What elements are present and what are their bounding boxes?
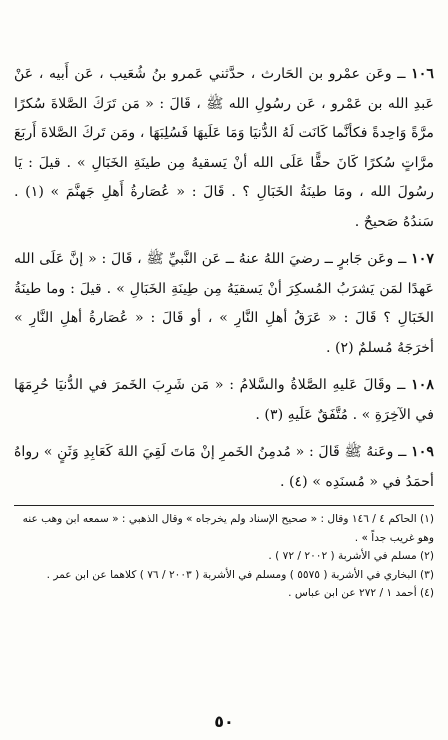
hadith-text: ــ وعَن عمْرو بن الحَارث ، حدَّثني عَمرو بنُ شُعَيب ، عَن أَبيه ، عَنْ عَبدِ الله بن عَمْرو ، عَن رسُولِ الله ﷺ ، قَالَ : « مَن تَرَكَ الصَّلاةَ سُكرًا مرَّةً وَاحِدةً فكأنَّما كَانَت لَهُ الدُّنيَا وَمَا عَلَيهَا فَسُلِبَهَا ، ومَن تَركَ الصَّلاةَ أَربَعَ مرَّاتٍ سُكرًا كَانَ حقًّا عَلَى الله أنْ يَسقيهُ مِن طينَةِ الخَبَالِ » . قيلَ : يَا رسُولَ الله ، ومَا طينَةُ الخَبَالِ ؟ . قَالَ : « عُصَارةُ أَهلِ جَهنَّمَ » (١) . سَندُهُ صَحيحٌ . (14, 66, 434, 230)
hadith-number: ١٠٩ (411, 444, 434, 460)
hadith-109 (14, 438, 434, 497)
hadith-text: ــ وعَنهُ ﷺ قَالَ : « مُدمِنُ الخَمرِ إنْ مَاتَ لَقِيَ اللهَ كَعَابِدِ وَثَنٍ » رواهُ أحمَدُ في « مُسنَدِه » (٤) . (14, 444, 434, 490)
hadith-106 (14, 60, 434, 237)
hadith-number: ١٠٦ (411, 66, 434, 82)
page-number: ٥٠ (214, 712, 234, 731)
hadith-number: ١٠٧ (411, 251, 434, 267)
footnote-4: (٤) أحمد ١ / ٢٧٢ عن ابن عباس . (288, 587, 434, 599)
hadith-number: ١٠٨ (411, 377, 434, 393)
page-body (14, 60, 434, 740)
footnote-divider (14, 505, 434, 506)
hadith-108 (14, 371, 434, 430)
footnote-2: (٢) مسلم في الأشربة ( ٢٠٠٢ / ٧٢ ) . (268, 550, 434, 562)
footnote-1: (١) الحاكم ٤ / ١٤٦ وقال : « صحيح الإسناد ولم يخرجاه » وقال الذهبي : « سمعه ابن وهب عنه وهو غريب جداً » . (22, 513, 434, 544)
hadith-text: ــ وقَالَ عَليهِ الصَّلاةُ والسَّلامُ : « مَن شَرِبَ الخَمرَ في الدُّنيَا حُرِمَهَا في الآخِرَةِ » . مُتَّفَقٌ عَلَيهِ (٣) . (14, 377, 434, 423)
hadith-text: ــ وعَن جَابرٍ ــ رضيَ اللهُ عنهُ ــ عَن النَّبيِّ ﷺ ، قَالَ : « إنَّ عَلَى الله عَهدًا لمَن يَشرَبُ المُسكِرَ أنْ يَسقيَهُ مِن طِينَةِ الخَبَالِ » . قيلَ : وما طينَةُ الخَبَالِ ؟ قَالَ : « عَرَقُ أهلِ النَّارِ » ، أو قَالَ : « عُصَارةُ أهلِ النَّارِ » أخرَجَهُ مُسلمٌ (٢) . (14, 251, 434, 356)
hadith-107 (14, 245, 434, 363)
footnote-3: (٣) البخاري في الأشربة ( ٥٥٧٥ ) ومسلم في الأشربة ( ٢٠٠٣ / ٧٦ ) كلاهما عن ابن عمر . (46, 568, 434, 581)
